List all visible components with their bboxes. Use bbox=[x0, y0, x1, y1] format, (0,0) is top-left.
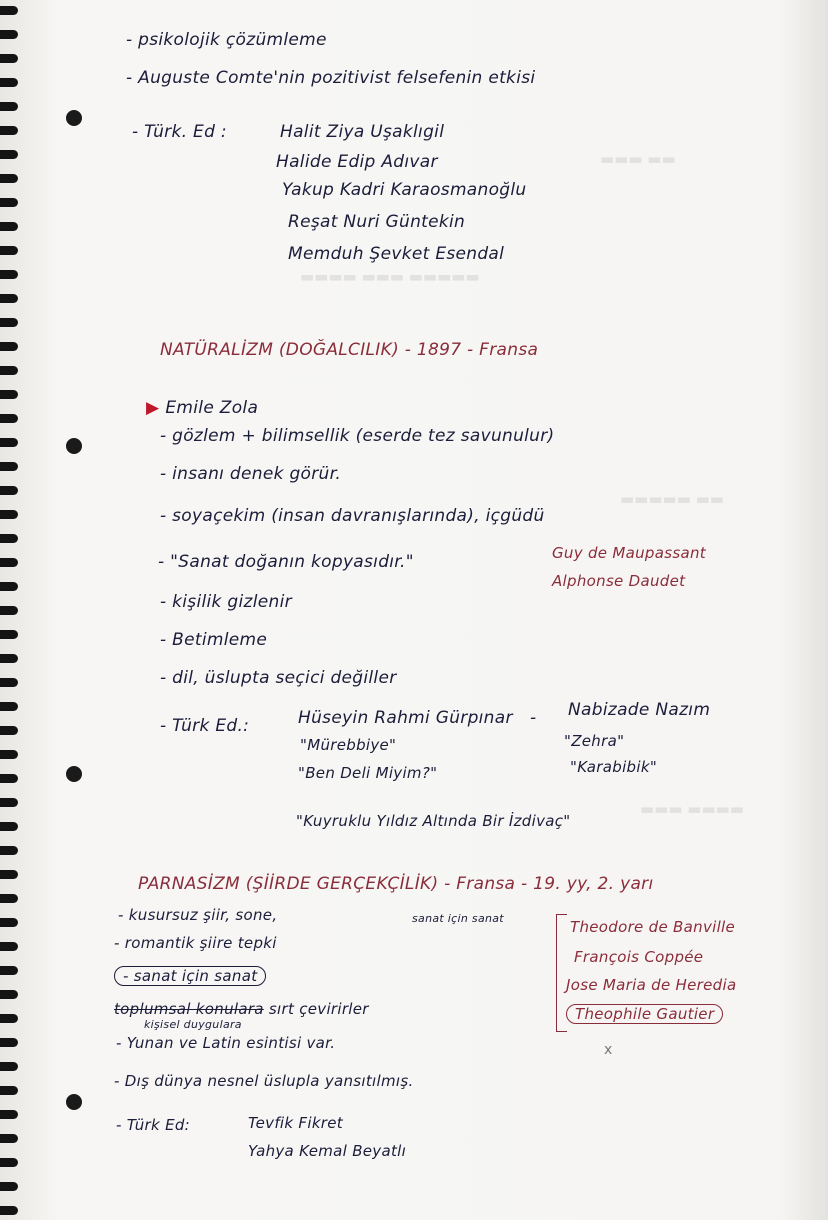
note-betimleme: - Betimleme bbox=[160, 630, 268, 650]
note-soyacekim: - soyaçekim (insan davranışlarında), içgüdü bbox=[160, 506, 545, 526]
spiral-coil bbox=[0, 1086, 18, 1095]
struck-phrase: toplumsal konulara bbox=[114, 1000, 264, 1018]
spiral-coil bbox=[0, 630, 18, 639]
spiral-coil bbox=[0, 894, 18, 903]
author-tevfik-fikret: Tevfik Fikret bbox=[248, 1114, 343, 1132]
spiral-coil bbox=[0, 1110, 18, 1119]
spiral-coil bbox=[0, 342, 18, 351]
spiral-coil bbox=[0, 702, 18, 711]
turk-ed-label: - Türk Ed: bbox=[116, 1116, 191, 1134]
spiral-coil bbox=[0, 558, 18, 567]
punch-hole bbox=[66, 1094, 82, 1110]
cross-mark: x bbox=[604, 1042, 613, 1058]
spiral-coil bbox=[0, 150, 18, 159]
red-triangle-bullet-icon: ▶ bbox=[146, 398, 160, 418]
note-dis-dunya: - Dış dünya nesnel üslupla yansıtılmış. bbox=[114, 1072, 414, 1090]
spiral-coil bbox=[0, 726, 18, 735]
note-sanat-icin-sanat bbox=[114, 966, 266, 986]
author-theophile-gautier bbox=[566, 1004, 723, 1024]
spiral-coil bbox=[0, 1158, 18, 1167]
punch-hole bbox=[66, 438, 82, 454]
spiral-coil bbox=[0, 126, 18, 135]
note-yunan-latin: - Yunan ve Latin esintisi var. bbox=[116, 1034, 336, 1052]
circled-author: Theophile Gautier bbox=[566, 1004, 723, 1024]
note-toplumsal-rest: sırt çevirirler bbox=[268, 1000, 369, 1018]
spiral-coil bbox=[0, 654, 18, 663]
author-huseyin-rahmi: Hüseyin Rahmi Gürpınar bbox=[298, 708, 513, 728]
spiral-coil bbox=[0, 462, 18, 471]
spiral-coil bbox=[0, 294, 18, 303]
show-through: ▬▬▬ ▬▬▬▬ bbox=[640, 800, 744, 818]
author-guy-de-maupassant: Guy de Maupassant bbox=[552, 544, 706, 562]
note-kisisel-duygulara: kişisel duygulara bbox=[144, 1018, 242, 1031]
spiral-coil bbox=[0, 750, 18, 759]
author-nabizade-nazim: Nabizade Nazım bbox=[568, 700, 711, 720]
emile-zola-label: Emile Zola bbox=[165, 398, 259, 418]
note-romantik: - romantik şiire tepki bbox=[114, 934, 277, 952]
spiral-binding-icon bbox=[0, 0, 22, 1220]
work-murebbiye: "Mürebbiye" bbox=[300, 736, 397, 754]
spiral-coil bbox=[0, 606, 18, 615]
show-through: ▬▬▬▬ ▬▬▬ ▬▬▬▬▬ bbox=[300, 270, 480, 288]
show-through: ▬▬▬▬▬ ▬▬ bbox=[620, 490, 724, 508]
parnasizm-heading: PARNASİZM (ŞİİRDE GERÇEKÇİLİK) - Fransa - 19. yy, 2. yarı bbox=[138, 874, 654, 894]
spiral-coil bbox=[0, 846, 18, 855]
spiral-coil bbox=[0, 390, 18, 399]
punch-hole bbox=[66, 110, 82, 126]
spiral-coil bbox=[0, 1038, 18, 1047]
spiral-coil bbox=[0, 1014, 18, 1023]
spiral-coil bbox=[0, 534, 18, 543]
note-kusursuz-siir: - kusursuz şiir, sone, bbox=[118, 906, 278, 924]
spiral-coil bbox=[0, 78, 18, 87]
spiral-coil bbox=[0, 510, 18, 519]
author-yakup-kadri: Yakup Kadri Karaosmanoğlu bbox=[282, 180, 527, 200]
spiral-coil bbox=[0, 990, 18, 999]
spiral-coil bbox=[0, 1206, 18, 1215]
author-jose-maria-de-heredia: Jose Maria de Heredia bbox=[566, 976, 737, 994]
work-kuyruklu-yildiz: "Kuyruklu Yıldız Altında Bir İzdivaç" bbox=[296, 812, 571, 830]
spiral-coil bbox=[0, 918, 18, 927]
spiral-coil bbox=[0, 270, 18, 279]
punch-hole bbox=[66, 766, 82, 782]
work-ben-deli-miyim: "Ben Deli Miyim?" bbox=[298, 764, 438, 782]
spiral-coil bbox=[0, 438, 18, 447]
naturalizm-heading: NATÜRALİZM (DOĞALCILIK) - 1897 - Fransa bbox=[160, 340, 539, 360]
note-auguste-comte: - Auguste Comte'nin pozitivist felsefenin etkisi bbox=[126, 68, 536, 88]
spiral-coil bbox=[0, 966, 18, 975]
spiral-coil bbox=[0, 414, 18, 423]
author-halide-edip: Halide Edip Adıvar bbox=[276, 152, 438, 172]
spiral-coil bbox=[0, 6, 18, 15]
spiral-coil bbox=[0, 102, 18, 111]
turk-ed-label: - Türk Ed.: bbox=[160, 716, 250, 736]
spiral-coil bbox=[0, 678, 18, 687]
spiral-coil bbox=[0, 774, 18, 783]
spiral-coil bbox=[0, 198, 18, 207]
spiral-coil bbox=[0, 54, 18, 63]
spiral-coil bbox=[0, 942, 18, 951]
emile-zola-item bbox=[146, 398, 258, 418]
spiral-coil bbox=[0, 246, 18, 255]
note-insani: - insanı denek görür. bbox=[160, 464, 342, 484]
spiral-coil bbox=[0, 486, 18, 495]
author-yahya-kemal: Yahya Kemal Beyatlı bbox=[248, 1142, 407, 1160]
spiral-coil bbox=[0, 1062, 18, 1071]
circled-phrase: - sanat için sanat bbox=[114, 966, 266, 986]
note-toplumsal bbox=[114, 1000, 369, 1018]
spiral-coil bbox=[0, 318, 18, 327]
spiral-coil bbox=[0, 1134, 18, 1143]
author-resat-nuri: Reşat Nuri Güntekin bbox=[288, 212, 466, 232]
spiral-coil bbox=[0, 30, 18, 39]
work-karabibik: "Karabibik" bbox=[570, 758, 658, 776]
spiral-coil bbox=[0, 582, 18, 591]
spiral-coil bbox=[0, 1182, 18, 1191]
note-gozlem: - gözlem + bilimsellik (eserde tez savunulur) bbox=[160, 426, 555, 446]
note-psikolojik: - psikolojik çözümleme bbox=[126, 30, 327, 50]
spiral-coil bbox=[0, 366, 18, 375]
note-sanat-icin-small: sanat için sanat bbox=[412, 912, 504, 925]
dash-separator: - bbox=[530, 708, 537, 728]
author-theodore-de-banville: Theodore de Banville bbox=[570, 918, 736, 936]
spiral-coil bbox=[0, 222, 18, 231]
work-zehra: "Zehra" bbox=[564, 732, 625, 750]
note-dil: - dil, üslupta seçici değiller bbox=[160, 668, 397, 688]
author-francois-coppee: François Coppée bbox=[574, 948, 704, 966]
spiral-coil bbox=[0, 798, 18, 807]
note-sanat-doga: - "Sanat doğanın kopyasıdır." bbox=[158, 552, 414, 572]
turk-ed-label: - Türk. Ed : bbox=[132, 122, 227, 142]
spiral-coil bbox=[0, 174, 18, 183]
author-memduh-sevket: Memduh Şevket Esendal bbox=[288, 244, 505, 264]
spiral-coil bbox=[0, 870, 18, 879]
spiral-coil bbox=[0, 822, 18, 831]
show-through: ▬▬▬ ▬▬ bbox=[600, 150, 676, 168]
note-kisilik: - kişilik gizlenir bbox=[160, 592, 292, 612]
author-alphonse-daudet: Alphonse Daudet bbox=[552, 572, 686, 590]
author-halit-ziya: Halit Ziya Uşaklıgil bbox=[280, 122, 445, 142]
